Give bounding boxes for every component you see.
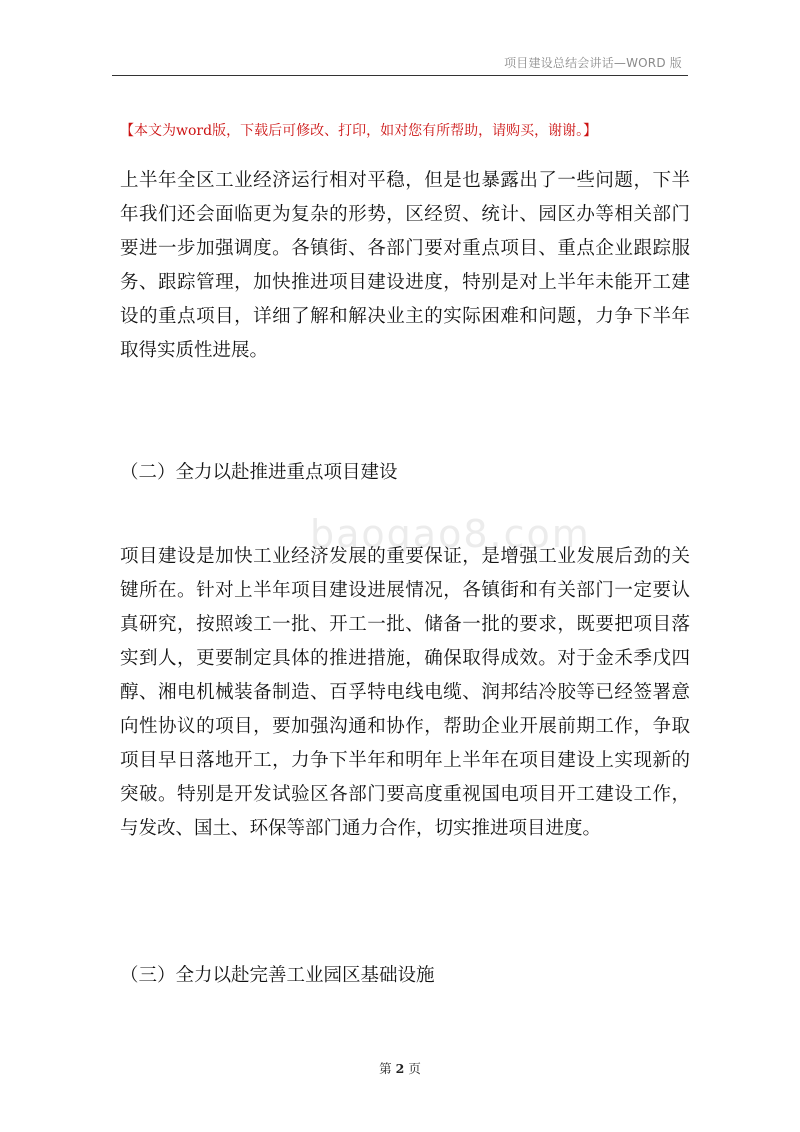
paragraph-1: 上半年全区工业经济运行相对平稳，但是也暴露出了一些问题，下半年我们还会面临更为复杂的形势，区经贸、统计、园区办等相关部门要进一步加强调度。各镇街、各部门要对重点项目、重点企业跟踪服务、跟踪管理，加快推进项目建设进度，特别是对上半年未能开工建设的重点项目，详细了解和解决业主的实际困难和问题，力争下半年取得实质性进展。	[120, 170, 690, 361]
page-number-suffix: 页	[408, 1061, 421, 1076]
download-notice: 【本文为word版，下载后可修改、打印，如对您有所帮助，请购买，谢谢。】	[120, 123, 598, 139]
section-heading-3: （三）全力以赴完善工业园区基础设施	[120, 965, 435, 986]
header-divider	[112, 75, 688, 76]
page-footer	[0, 1059, 800, 1077]
page-number-prefix: 第	[379, 1061, 392, 1076]
paragraph-2: 项目建设是加快工业经济发展的重要保证，是增强工业发展后劲的关键所在。针对上半年项目建设进展情况，各镇街和有关部门一定要认真研究，按照竣工一批、开工一批、储备一批的要求，既要把项目落实到人，更要制定具体的推进措施，确保取得成效。对于金禾季戊四醇、湘电机械装备制造、百孚特电线电缆、润邦结冷胶等已经签署意向性协议的项目，要加强沟通和协作，帮助企业开展前期工作，争取项目早日落地开工，力争下半年和明年上半年在项目建设上实现新的突破。特别是开发试验区各部门要高度重视国电项目开工建设工作，与发改、国土、环保等部门通力合作，切实推进项目进度。	[120, 546, 690, 839]
section-heading-2: （二）全力以赴推进重点项目建设	[120, 462, 398, 483]
page-header-title: 项目建设总结会讲话—WORD 版	[504, 56, 682, 70]
watermark: baogao8.com	[310, 512, 591, 556]
page-number: 2	[395, 1061, 405, 1076]
